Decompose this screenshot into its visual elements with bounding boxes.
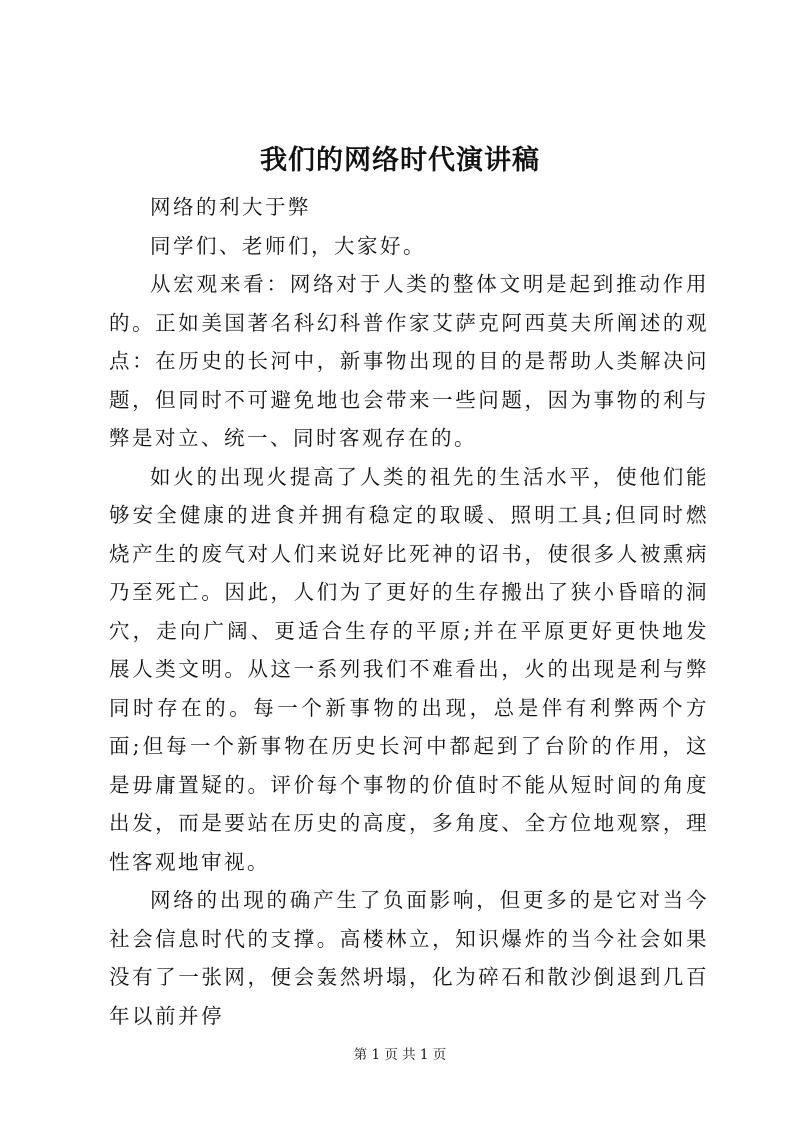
page-footer: 第 1 页 共 1 页 — [353, 1047, 447, 1063]
paragraph-fire-example: 如火的出现火提高了人类的祖先的生活水平，使他们能够安全健康的进食并拥有稳定的取暖、照明工具;但同时燃烧产生的废气对人们来说好比死神的诏书，使很多人被熏病乃至死亡。因此，人们为了更好的生存搬出了狭小昏暗的洞穴，走向广阔、更适合生存的平原;并在平原更好更快地发展人类文明。从这一系列我们不难看出，火的出现是利与弊同时存在的。每一个新事物的出现，总是伴有利弊两个方面;但每一个新事物在历史长河中都起到了台阶的作用，这是毋庸置疑的。评价每个事物的价值时不能从短时间的角度出发，而是要站在历史的高度，多角度、全方位地观察，理性客观地审视。 — [109, 464, 709, 874]
paragraph-macro-view: 从宏观来看：网络对于人类的整体文明是起到推动作用的。正如美国著名科幻科普作家艾萨克阿西莫夫所阐述的观点：在历史的长河中，新事物出现的目的是帮助人类解决问题，但同时不可避免地也会带来一些问题，因为事物的利与弊是对立、统一、同时客观存在的。 — [109, 272, 709, 450]
paragraph-subtitle: 网络的利大于弊 — [150, 195, 311, 219]
document-title: 我们的网络时代演讲稿 — [260, 145, 540, 176]
document-body — [109, 188, 709, 1035]
paragraph-network-impact: 网络的出现的确产生了负面影响，但更多的是它对当今社会信息时代的支撑。高楼林立，知识爆炸的当今社会如果没有了一张网，便会轰然坍塌，化为碎石和散沙倒退到几百年以前并停 — [109, 888, 709, 1028]
paragraph-greeting: 同学们、老师们，大家好。 — [150, 233, 426, 258]
